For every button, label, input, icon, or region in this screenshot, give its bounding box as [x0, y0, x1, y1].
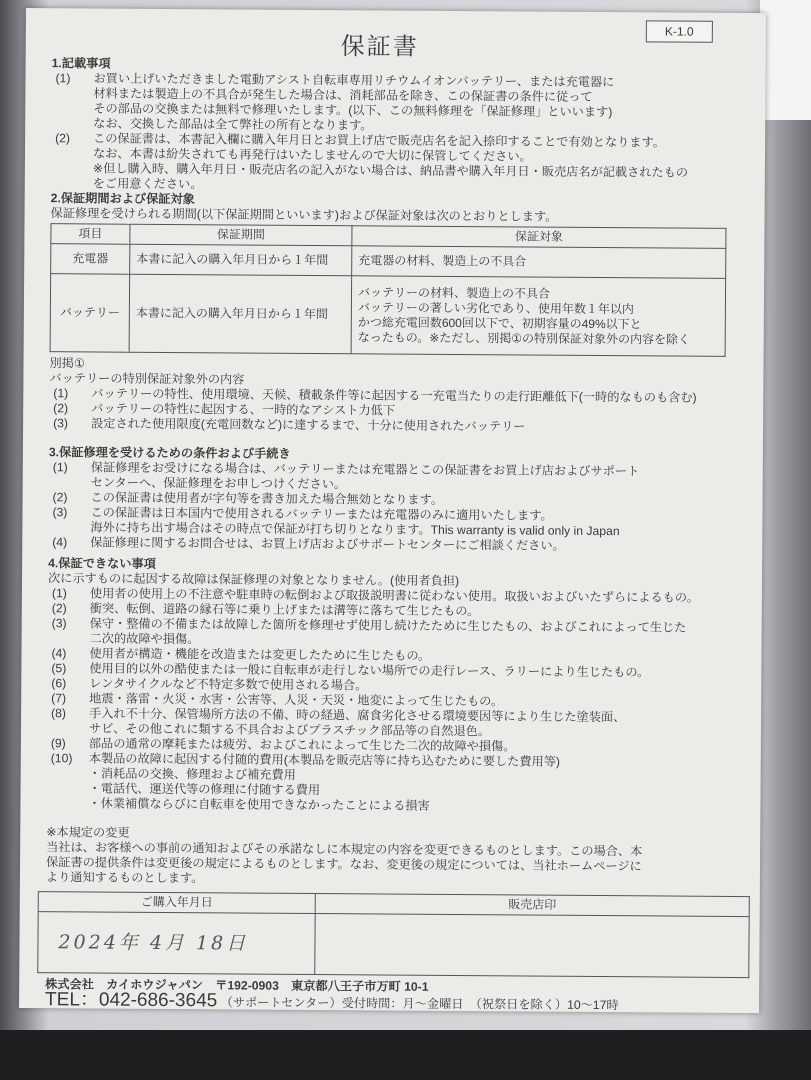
section-heading: 4.保証できない事項 [48, 556, 156, 571]
item-text: 地震・落雷・火災・水害・公害等、人災・天災・地変によって生じたもの。 [89, 691, 504, 709]
item-text: 保守・整備の不備または故障した箇所を修理せず使用し続けたために生じたもの、およびこれによって生じた [89, 616, 687, 635]
item-text: 使用目的以外の酷使または一般に自転車が走行しない場所での走行レース、ラリーにより生じたもの。 [89, 661, 650, 680]
purchase-date[interactable]: 2024年 4月 18日 [38, 912, 315, 975]
item-number: (1) [51, 586, 67, 601]
shop-stamp-field[interactable] [315, 914, 749, 978]
change-text: より通知するものとします。 [45, 870, 204, 886]
item-number: (7) [51, 691, 67, 706]
item-number: (9) [50, 736, 66, 751]
document-code: K-1.0 [646, 20, 713, 42]
item-text: バッテリーの特性に起因する、一時的なアシスト力低下 [91, 401, 396, 418]
coverage-line: バッテリーの材料、製造上の不具合 [358, 284, 551, 301]
period-cell: 本書に記入の購入年月日から１年間 [130, 244, 352, 276]
section-heading: 2.保証期間および保証対象 [50, 191, 195, 207]
section-heading: 3.保証修理を受けるための条件および手続き [48, 445, 291, 461]
item-text: バッテリーの特性、使用環境、天候、積載条件等に起因する一充電当たりの走行距離低下(一時的なものも含む) [91, 386, 697, 405]
coverage-table [50, 223, 727, 357]
item-number [51, 176, 93, 191]
change-heading: ※本規定の変更 [46, 825, 130, 840]
item-text: 保証修理をお受けになる場合は、バッテリーまたは充電器とこの保証書をお買上げ店およびサポート [90, 460, 640, 479]
item-number: (1) [52, 460, 68, 475]
item-text: をご用意ください。 [92, 176, 203, 192]
item-text: 手入れ不十分、保管場所方法の不備、時の経過、腐食劣化させる環境要因等により生じた塗装面、 [89, 706, 626, 725]
item-text: 部品の通常の摩耗または疲労、およびこれによって生じた二次的故障や損傷。 [88, 736, 516, 754]
item-text: 使用者が構造・機能を改造または変更したために生じたもの。 [89, 646, 431, 663]
item-number [49, 475, 91, 490]
background-paper [760, 0, 811, 120]
item-text: なお、交換した部品は全て弊社の所有となります。 [93, 116, 373, 133]
item-number: (5) [51, 661, 67, 676]
item-text: 使用者の使用上の不注意や駐車時の転倒および取扱説明書に従わない使用。取扱いおよびいたずらによるもの。 [89, 586, 699, 605]
item-number [46, 781, 88, 796]
item-number: (4) [52, 535, 68, 550]
item-number: (2) [53, 401, 69, 416]
item-number [47, 721, 89, 736]
item-text: サビ、その他これに類する不具合およびプラスチック部品等の自然退色。 [88, 721, 491, 739]
item-number: (3) [51, 616, 67, 631]
appendix-title: バッテリーの特別保証対象外の内容 [49, 371, 245, 387]
item-number: (8) [51, 706, 67, 721]
support-hours: （サポートセンター）受付時間：月～金曜日 （祝祭日を除く）10～17時 [217, 995, 619, 1013]
table-header: 保証期間 [130, 224, 352, 246]
item-number [48, 631, 90, 646]
table-row [50, 274, 726, 357]
item-number: (4) [51, 646, 67, 661]
item-number [51, 116, 93, 131]
document-body [45, 56, 752, 1014]
item-number: (10) [50, 751, 73, 766]
company-address: 株式会社 カイホウジャパン 〒192-0903 東京都八王子市万町 10-1 [45, 977, 429, 994]
item-text: この保証書は、本書記入欄に購入年月日とお買上げ店で販売店名を記入捺印することで有効となります。 [93, 131, 665, 150]
item-text: この保証書は日本国内で使用されるバッテリーまたは充電器のみに適用いたします。 [90, 505, 553, 523]
item-text: 本製品の故障に起因する付随的費用(本製品を販売店等に持ち込むために要した費用等) [88, 751, 561, 769]
item-text: 設定された使用限度(充電回数など)に達するまで、十分に使用されたバッテリー [91, 416, 526, 434]
section-intro: 保証修理を受けられる期間(以下保証期間といいます)および保証対象は次のとおりとします。 [50, 206, 558, 224]
item-text: 二次的故障や損傷。 [89, 631, 200, 647]
item-cell: バッテリー [50, 274, 130, 353]
item-number: (2) [51, 601, 67, 616]
coverage-line: バッテリーの著しい劣化であり、使用年数１年以内 [357, 299, 635, 316]
table-header: 項目 [51, 224, 130, 245]
item-number: (1) [55, 71, 71, 86]
contact-line [45, 989, 745, 1014]
item-number [46, 796, 88, 811]
item-text: ※但し購入時、購入年月日・販売店名の記入がない場合は、納品書や購入年月日・販売店名が記載されたもの [92, 161, 689, 180]
table-header: 保証対象 [352, 226, 726, 249]
item-text: ・電話代、運送代等の修理に付随する費用 [88, 781, 321, 798]
item-text: 衝突、転倒、道路の縁石等に乗り上げまたは溝等に落ちて生じたもの。 [89, 601, 480, 619]
section-intro: 次に示すものに起因する故障は保証修理の対象となりません。(使用者負担) [47, 571, 460, 589]
item-number [47, 766, 89, 781]
signature-table [37, 891, 750, 978]
change-text: 保証書の提供条件は変更後の規定によるものとします。なお、変更後の規定については、当社ホームページに [45, 855, 642, 874]
change-text: 当社は、お客様への事前の通知およびその承諾なしに本規定の内容を変更できるものとします。この場合、本 [46, 840, 643, 859]
item-number [51, 86, 93, 101]
item-text: レンタサイクルなど不特定多数で使用される場合。 [89, 676, 368, 693]
document-title: 保証書 [340, 33, 419, 61]
appendix-label: 別掲① [49, 356, 85, 371]
coverage-line: かつ総充電回数600回以下で、初期容量の49%以下と [357, 314, 642, 331]
item-text: 材料または製造上の不具合が発生した場合は、消耗部品を除き、この保証書の条件に従って [93, 86, 593, 104]
section-heading: 1.記載事項 [51, 56, 111, 71]
item-text: お買い上げいただきました電動アシスト自転車専用リチウムイオンバッテリー、または充電器に [93, 71, 615, 90]
item-text: ・休業補償ならびに自転車を使用できなかったことによる損害 [88, 796, 430, 813]
item-number: (2) [52, 490, 68, 505]
coverage-line: 充電器の材料、製造上の不具合 [358, 253, 527, 269]
item-number [51, 101, 93, 116]
shop-stamp-label: 販売店印 [315, 894, 749, 917]
date-label: ご購入年月日 [38, 892, 315, 914]
item-text: なお、本書は紛失されても再発行はいたしませんので大切に保管してください。 [92, 146, 532, 164]
item-text: 海外に持ち出す場合はその時点で保証が打ち切りとなります。This warranty is valid only in Japan [90, 520, 620, 539]
table-row [51, 244, 726, 279]
item-text: 保証修理に関するお問合せは、お買上げ店およびサポートセンターにご相談ください。 [90, 535, 565, 553]
phone-number: TEL：042-686-3645 [45, 989, 218, 1012]
item-number [51, 161, 93, 176]
item-text: この保証書は使用者が字句等を書き加えた場合無効となります。 [90, 490, 444, 507]
item-number [48, 520, 90, 535]
warranty-document [19, 8, 766, 1013]
item-text: その部品の交換または無料で修理いたします。(以下、この無料修理を「保証修理」といいます) [93, 101, 613, 120]
item-number: (2) [55, 131, 71, 146]
item-number: (3) [53, 416, 69, 431]
coverage-cell [351, 276, 726, 357]
item-cell: 充電器 [51, 244, 130, 275]
item-text: センターへ、保証修理をお申しつけください。 [90, 475, 347, 492]
item-text: ・消耗品の交換、修理および補充費用 [88, 766, 296, 782]
item-number: (1) [53, 386, 69, 401]
coverage-cell [352, 246, 726, 279]
item-number: (3) [52, 505, 68, 520]
coverage-line: なったもの。※ただし、別掲①の特別保証対象外の内容を除く [357, 329, 691, 347]
period-cell: 本書に記入の購入年月日から１年間 [129, 274, 352, 354]
item-number [51, 146, 93, 161]
item-number: (6) [51, 676, 67, 691]
